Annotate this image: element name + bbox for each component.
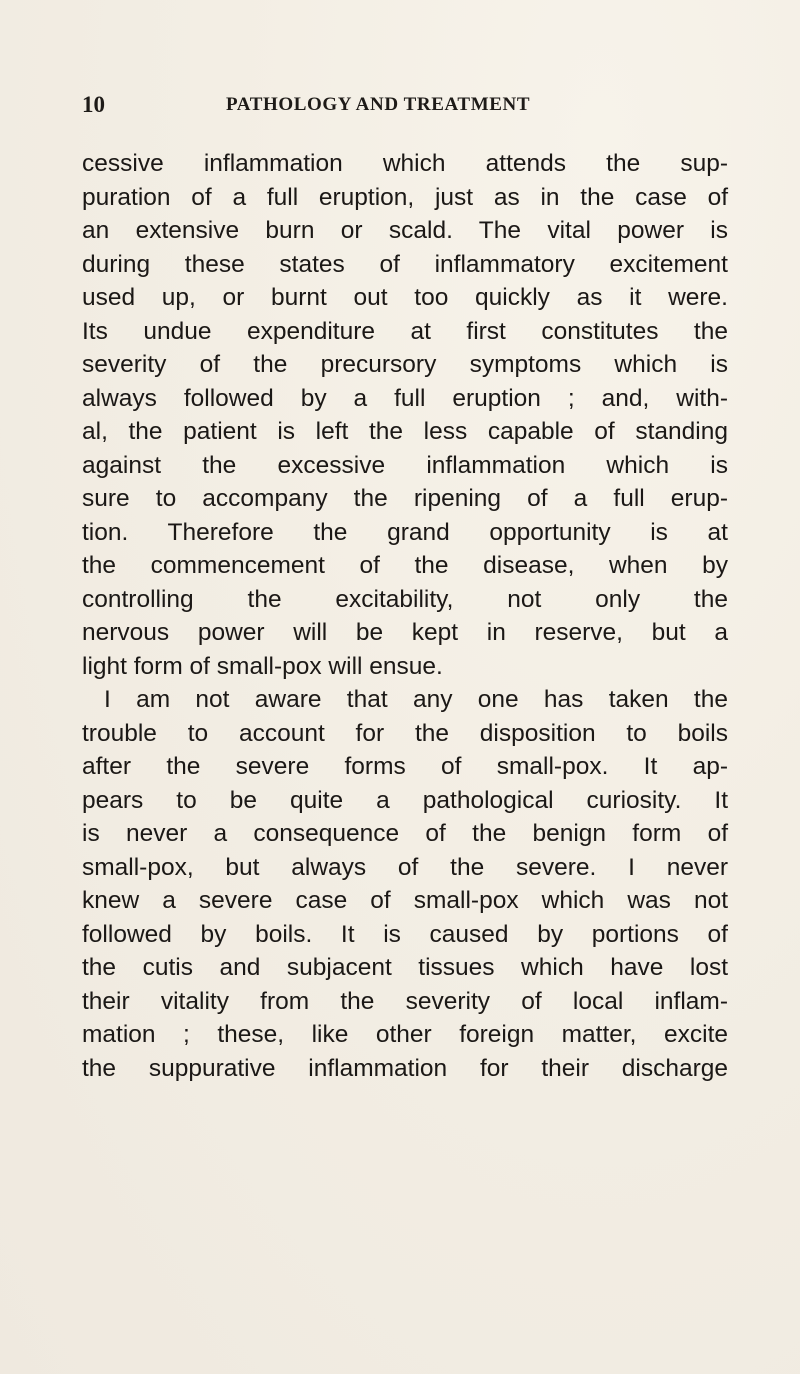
text-line: followed by boils. It is caused by portions of (82, 920, 728, 948)
text-line: puration of a full eruption, just as in the case of (82, 183, 728, 211)
text-line: used up, or burnt out too quickly as it were. (82, 284, 728, 311)
text-line: always followed by a full eruption ; and, with- (82, 384, 728, 412)
text-line: against the excessive inflammation which is (82, 451, 728, 479)
text-line: cessive inflammation which attends the sup- (82, 150, 728, 177)
text-line: controlling the excitability, not only the (82, 585, 728, 613)
text-line: their vitality from the severity of local inflam- (82, 987, 728, 1015)
text-line: sure to accompany the ripening of a full erup- (82, 485, 728, 512)
running-head (82, 92, 728, 122)
text-line: I am not aware that any one has taken the (104, 686, 728, 713)
text-line: mation ; these, like other foreign matter, excite (82, 1021, 728, 1048)
text-line: an extensive burn or scald. The vital power is (82, 217, 728, 244)
text-line: severity of the precursory symptoms which is (82, 351, 728, 378)
text-line: tion. Therefore the grand opportunity is at (82, 518, 728, 546)
text-line: al, the patient is left the less capable of standing (82, 418, 728, 445)
text-line: trouble to account for the disposition to boils (82, 719, 728, 747)
text-line: the cutis and subjacent tissues which have lost (82, 954, 728, 981)
text-line: the commencement of the disease, when by (82, 552, 728, 579)
page-number: 10 (82, 92, 105, 117)
body-text (82, 147, 728, 1085)
text-line: nervous power will be kept in reserve, but a (82, 619, 728, 646)
text-line: is never a consequence of the benign form of (82, 820, 728, 847)
text-line: the suppurative inflammation for their discharge (82, 1054, 728, 1082)
text-line: after the severe forms of small-pox. It ap- (82, 753, 728, 780)
text-line: small-pox, but always of the severe. I never (82, 853, 728, 881)
text-line: knew a severe case of small-pox which was not (82, 887, 728, 914)
text-line: pears to be quite a pathological curiosity. It (82, 786, 728, 814)
running-head-title: PATHOLOGY AND TREATMENT (226, 94, 531, 115)
text-line: light form of small-pox will ensue. (82, 652, 443, 680)
text-line: during these states of inflammatory excitement (82, 250, 728, 278)
text-line: Its undue expenditure at first constitutes the (82, 317, 728, 345)
